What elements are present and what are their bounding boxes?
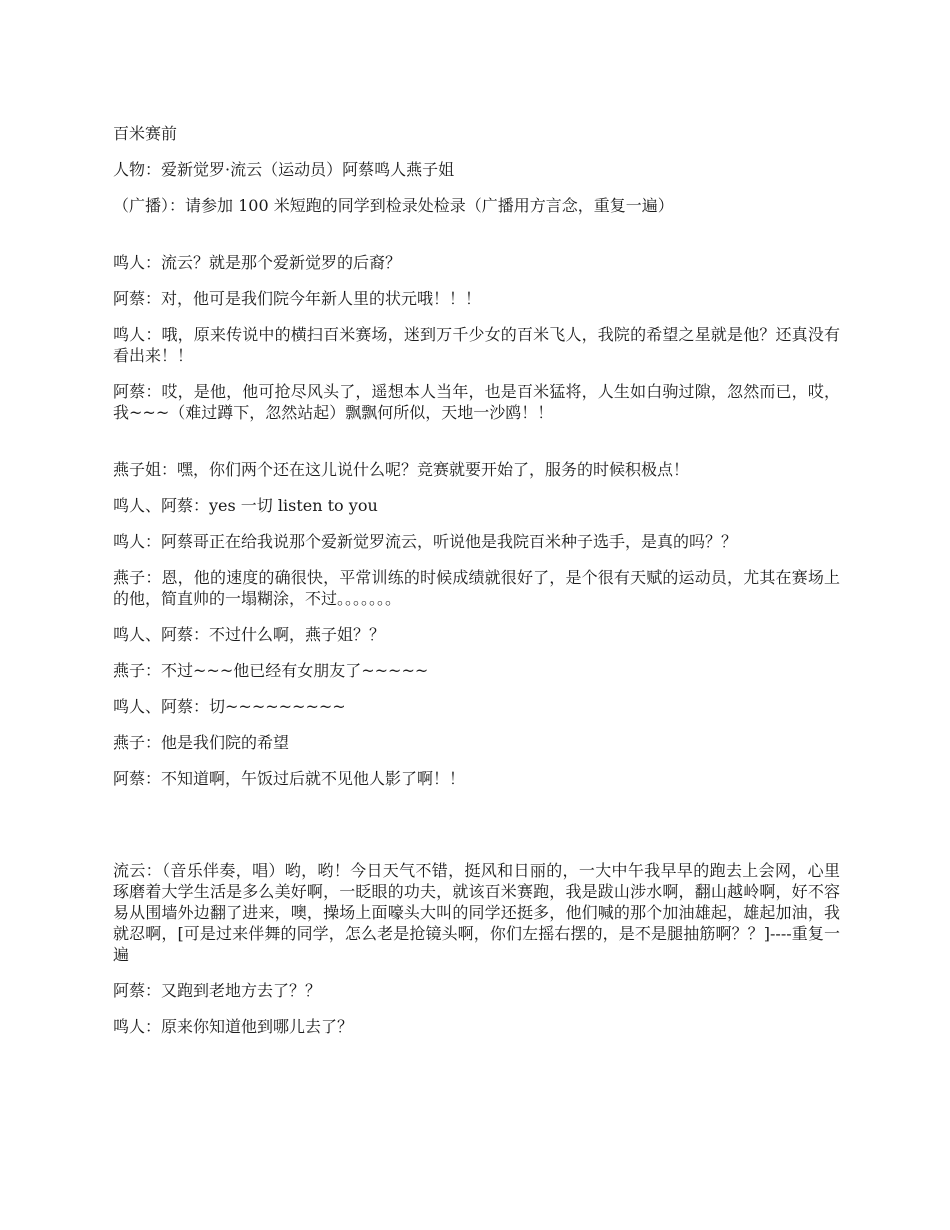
dialogue-line: 燕子：不过~~~他已经有女朋友了~~~~~ [113, 661, 429, 680]
scene-title: 百米赛前 [113, 124, 178, 143]
broadcast-line: （广播）：请参加 100 米短跑的同学到检录处检录（广播用方言念，重复一遍） [113, 196, 674, 215]
dialogue-line: 鸣人：阿蔡哥正在给我说那个爱新觉罗流云，听说他是我院百米种子选手，是真的吗？？ [113, 532, 738, 551]
dialogue-line: 阿蔡：哎，是他，他可抢尽风头了，遥想本人当年，也是百米猛将，人生如白驹过隙，忽然而已，哎，我~~~（难过蹲下，忽然站起）飘飘何所似，天地一沙鸥！！ [113, 382, 840, 422]
dialogue-line: 鸣人：流云？就是那个爱新觉罗的后裔？ [113, 253, 402, 272]
dialogue-line: 阿蔡：又跑到老地方去了？？ [113, 981, 322, 1000]
dialogue-line: 鸣人、阿蔡：切~~~~~~~~~ [113, 697, 346, 716]
dialogue-line: 鸣人、阿蔡：不过什么啊，燕子姐？？ [113, 625, 386, 644]
character-list: 人物：爱新觉罗·流云（运动员）阿蔡鸣人燕子姐 [113, 160, 455, 179]
dialogue-line: 阿蔡：对，他可是我们院今年新人里的状元哦！！！ [113, 289, 482, 308]
dialogue-line: 燕子姐：嘿，你们两个还在这儿说什么呢？竞赛就要开始了，服务的时候积极点！ [113, 460, 690, 479]
dialogue-line: 鸣人：原来你知道他到哪儿去了？ [113, 1017, 354, 1036]
dialogue-line: 燕子：他是我们院的希望 [113, 733, 290, 752]
dialogue-line: 鸣人、阿蔡：yes 一切 listen to you [113, 496, 378, 515]
dialogue-line: 阿蔡：不知道啊，午饭过后就不见他人影了啊！！ [113, 769, 466, 788]
document-page [113, 123, 840, 1052]
dialogue-line: 流云：（音乐伴奏，唱）哟，哟！今日天气不错，挺风和日丽的，一大中午我早早的跑去上会网，心里琢磨着大学生活是多么美好啊，一眨眼的功夫，就该百米赛跑，我是跋山涉水啊，翻山越岭啊，好不容易从围墙外边翻了进来，噢，操场上面嚎头大叫的同学还挺多，他们喊的那个加油雄起，雄起加油，我就忍啊，[可是过来伴舞的同学，怎么老是抢镜头啊，你们左摇右摆的，是不是腿抽筋啊？？]----重复一遍 [113, 861, 840, 964]
dialogue-line: 鸣人：哦，原来传说中的横扫百米赛场，迷到万千少女的百米飞人，我院的希望之星就是他？还真没有看出来！！ [113, 325, 840, 365]
dialogue-line: 燕子：恩，他的速度的确很快，平常训练的时候成绩就很好了，是个很有天赋的运动员，尤其在赛场上的他，简直帅的一塌糊涂，不过。。。。。。。 [113, 568, 840, 608]
